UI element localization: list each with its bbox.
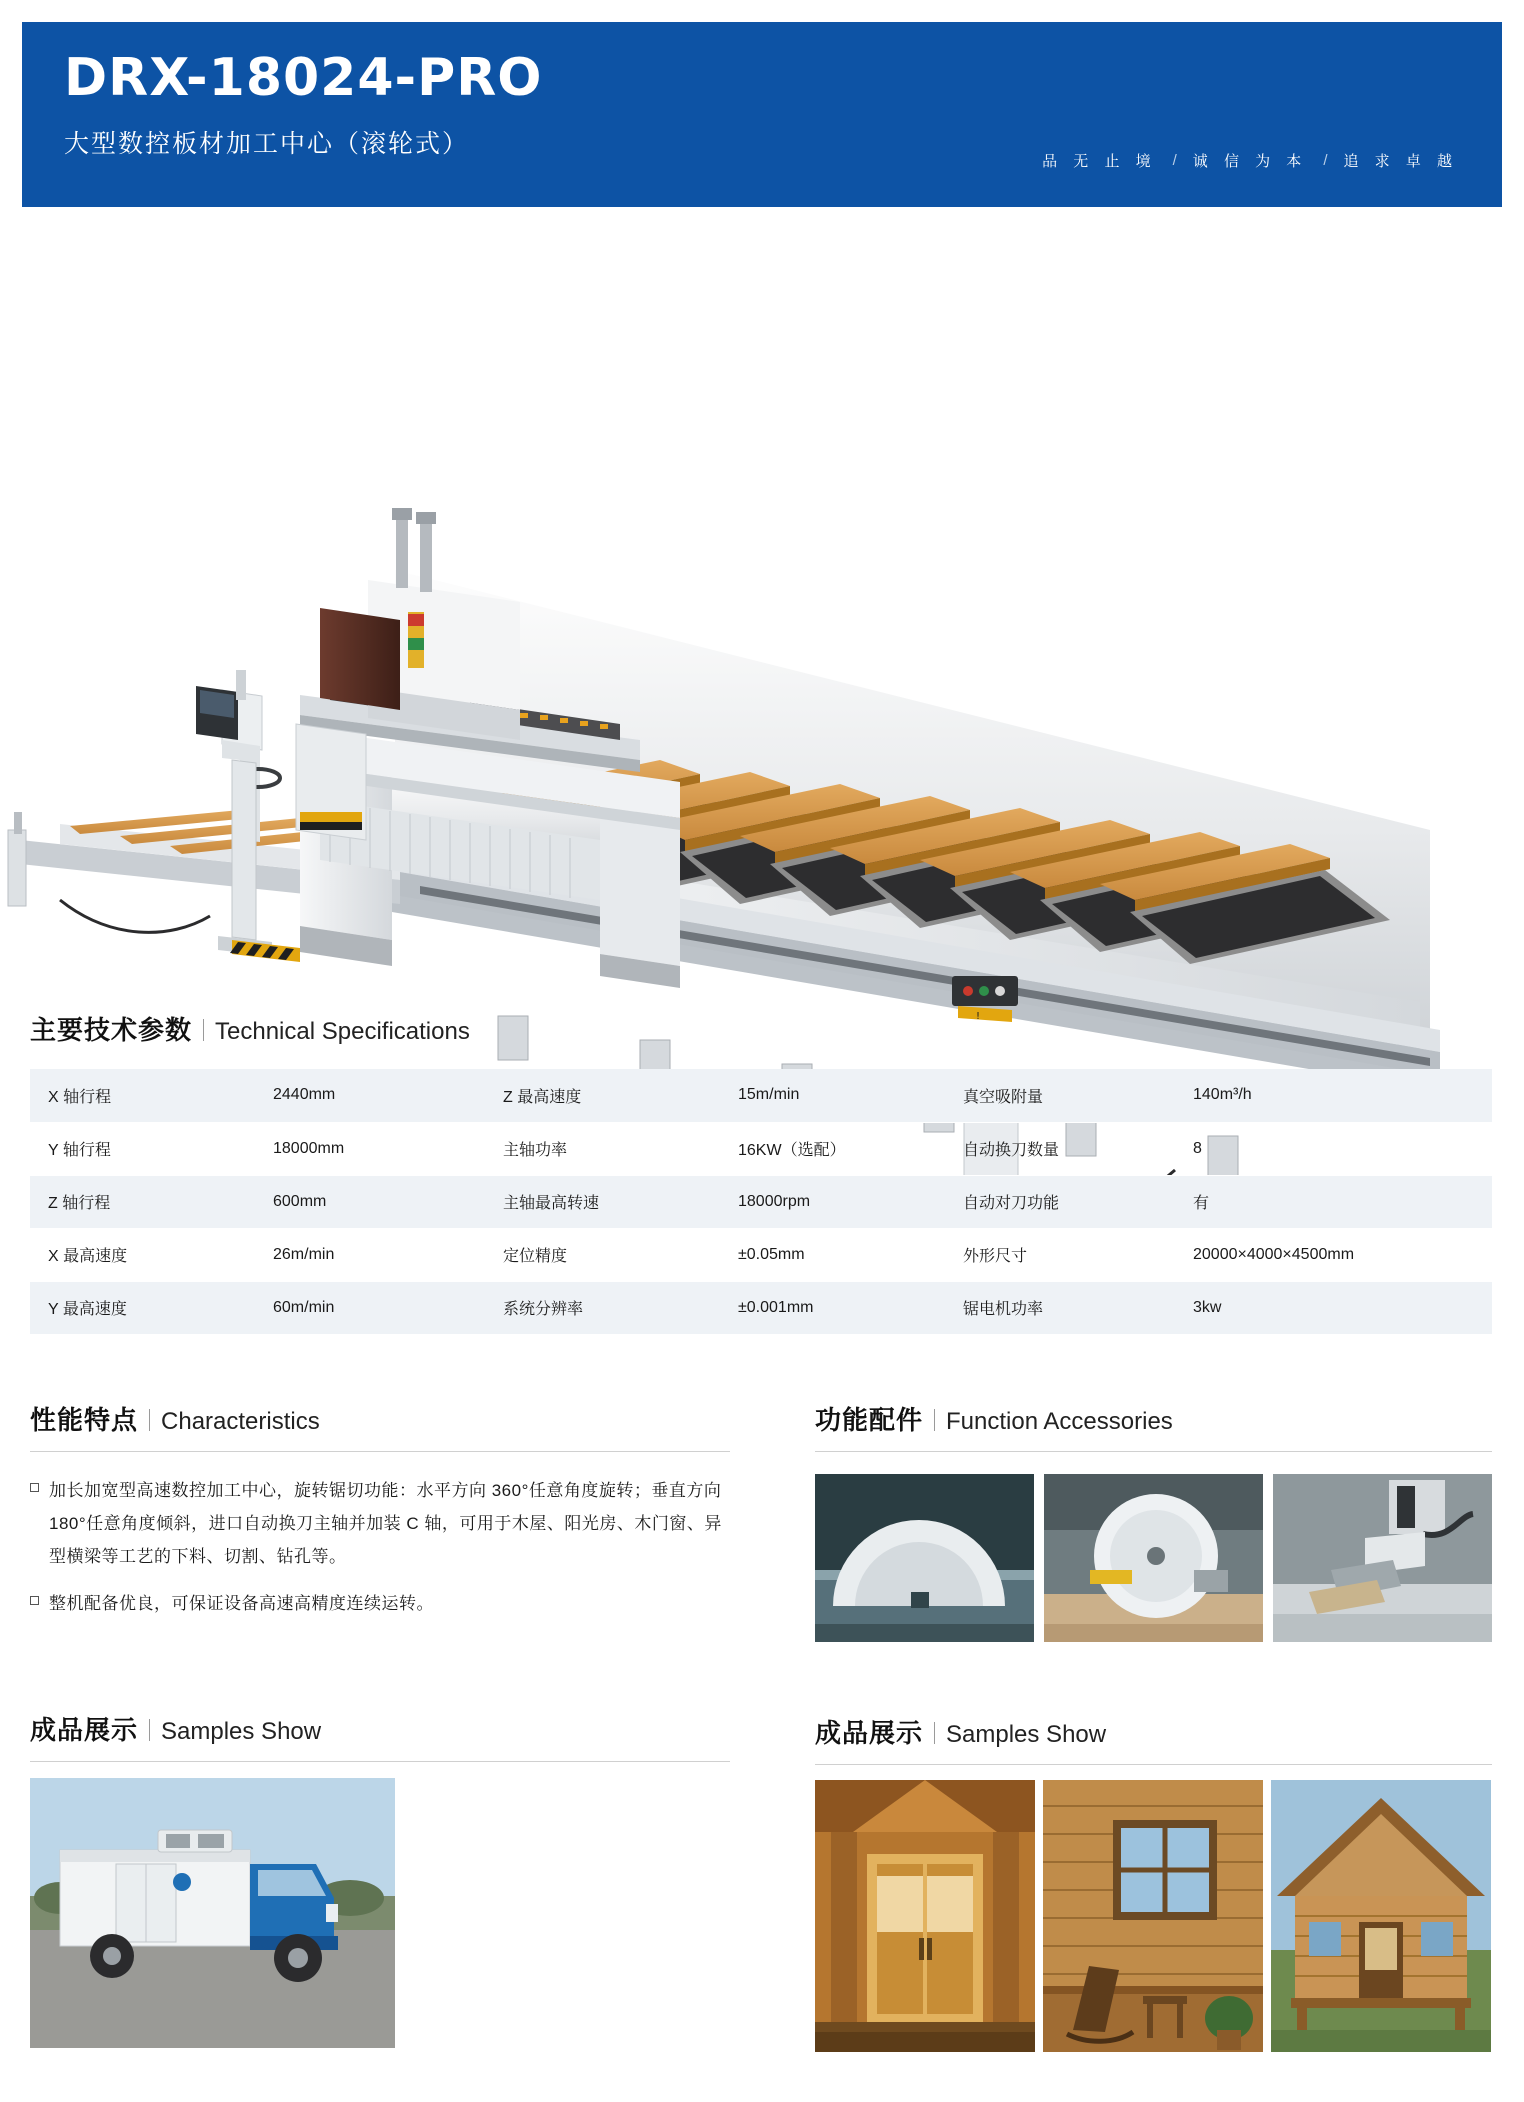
accessories-heading-en: Function Accessories (946, 1408, 1173, 1435)
section-rule (815, 1451, 1492, 1452)
specs-heading-cn: 主要技术参数 (30, 1015, 193, 1045)
spec-key: Y 最高速度 (30, 1281, 255, 1334)
spec-key: 真空吸附量 (945, 1069, 1175, 1122)
spec-key: 自动对刀功能 (945, 1175, 1175, 1228)
heading-divider (934, 1722, 935, 1744)
spec-key: Z 轴行程 (30, 1175, 255, 1228)
section-rule (30, 1761, 730, 1762)
spec-value: 20000×4000×4500mm (1175, 1228, 1492, 1281)
square-bullet-icon (30, 1483, 39, 1492)
characteristic-text: 整机配备优良，可保证设备高速高精度连续运转。 (49, 1594, 434, 1613)
characteristic-text: 加长加宽型高速数控加工中心，旋转锯切功能：水平方向 360°任意角度旋转；垂直方向 180°任意角度倾斜，进口自动换刀主轴并加装 C 轴，可用于木屋、阳光房、木门窗、异型横梁等工艺的下料、切割、钻孔等。 (49, 1481, 722, 1566)
spec-value: ±0.001mm (720, 1281, 945, 1334)
spec-value: 有 (1175, 1175, 1492, 1228)
slogan-separator-1: / (1172, 152, 1177, 169)
accessory-image-spindle-head (1273, 1474, 1492, 1642)
spec-value: ±0.05mm (720, 1228, 945, 1281)
samples-left-heading (30, 1710, 730, 1747)
square-bullet-icon (30, 1596, 39, 1605)
characteristics-heading-cn: 性能特点 (30, 1405, 139, 1435)
table-row (30, 1069, 1492, 1122)
spec-value: 60m/min (255, 1281, 485, 1334)
samples-right-heading-cn: 成品展示 (815, 1718, 924, 1748)
heading-divider (149, 1409, 150, 1431)
spec-value: 16KW（选配） (720, 1122, 945, 1175)
technical-specifications-section (30, 1010, 1492, 1335)
slogan-part-1: 品 无 止 境 (1042, 153, 1157, 170)
spec-key: 主轴最高转速 (485, 1175, 720, 1228)
slogan-part-2: 诚 信 为 本 (1192, 153, 1308, 170)
spec-key: 外形尺寸 (945, 1228, 1175, 1281)
spec-value: 600mm (255, 1175, 485, 1228)
svg-text:!: ! (975, 1011, 981, 1022)
accessories-image-row (815, 1474, 1492, 1642)
samples-right-heading-en: Samples Show (946, 1721, 1107, 1748)
list-item (30, 1474, 730, 1573)
header-slogan (1042, 150, 1458, 171)
characteristics-list (30, 1474, 730, 1620)
accessory-image-saw-blade-1 (815, 1474, 1034, 1642)
spec-key: Y 轴行程 (30, 1122, 255, 1175)
heading-divider (203, 1019, 204, 1041)
sample-image-log-cabin-interior (1043, 1780, 1263, 2052)
function-accessories-section (815, 1400, 1492, 1642)
table-row (30, 1228, 1492, 1281)
accessories-heading-cn: 功能配件 (815, 1405, 924, 1435)
list-item (30, 1587, 730, 1620)
section-rule (30, 1451, 730, 1452)
spec-key: 主轴功率 (485, 1122, 720, 1175)
table-row (30, 1281, 1492, 1334)
spec-key: 系统分辨率 (485, 1281, 720, 1334)
table-row (30, 1122, 1492, 1175)
sample-image-refrigerated-truck (30, 1778, 395, 2048)
spec-value: 18000rpm (720, 1175, 945, 1228)
characteristics-section (30, 1400, 730, 1634)
sample-image-wooden-door-entry (815, 1780, 1035, 2052)
spec-key: 定位精度 (485, 1228, 720, 1281)
spec-value: 140m³/h (1175, 1069, 1492, 1122)
header-left-block (22, 22, 543, 160)
slogan-separator-2: / (1323, 152, 1328, 169)
spec-key: 自动换刀数量 (945, 1122, 1175, 1175)
model-title: DRX-18024-PRO (64, 48, 543, 108)
table-row (30, 1175, 1492, 1228)
accessories-heading (815, 1400, 1492, 1437)
samples-right-image-row (815, 1780, 1491, 2052)
samples-left-heading-cn: 成品展示 (30, 1715, 139, 1745)
spec-key: 锯电机功率 (945, 1281, 1175, 1334)
heading-divider (934, 1409, 935, 1431)
specs-heading (30, 1010, 1492, 1047)
page-header (22, 22, 1502, 207)
accessory-image-saw-blade-2 (1044, 1474, 1263, 1642)
machine-hero-image (0, 240, 1524, 1022)
characteristics-heading-en: Characteristics (161, 1408, 320, 1435)
model-subtitle: 大型数控板材加工中心（滚轮式） (64, 130, 470, 158)
samples-left-heading-en: Samples Show (161, 1718, 322, 1745)
sample-image-log-cabin-exterior (1271, 1780, 1491, 2052)
heading-divider (149, 1719, 150, 1741)
spec-value: 8 (1175, 1122, 1492, 1175)
spec-key: X 轴行程 (30, 1069, 255, 1122)
spec-value: 3kw (1175, 1281, 1492, 1334)
samples-left-section (30, 1710, 730, 1762)
spec-value: 26m/min (255, 1228, 485, 1281)
spec-key: Z 最高速度 (485, 1069, 720, 1122)
section-rule (815, 1764, 1492, 1765)
specs-heading-en: Technical Specifications (215, 1018, 470, 1045)
specs-table (30, 1069, 1492, 1335)
slogan-part-3: 追 求 卓 越 (1343, 153, 1458, 170)
spec-value: 18000mm (255, 1122, 485, 1175)
samples-right-heading (815, 1713, 1492, 1750)
spec-value: 2440mm (255, 1069, 485, 1122)
spec-key: X 最高速度 (30, 1228, 255, 1281)
characteristics-heading (30, 1400, 730, 1437)
machine-illustration (0, 240, 1524, 1022)
samples-right-section (815, 1713, 1492, 1765)
spec-value: 15m/min (720, 1069, 945, 1122)
